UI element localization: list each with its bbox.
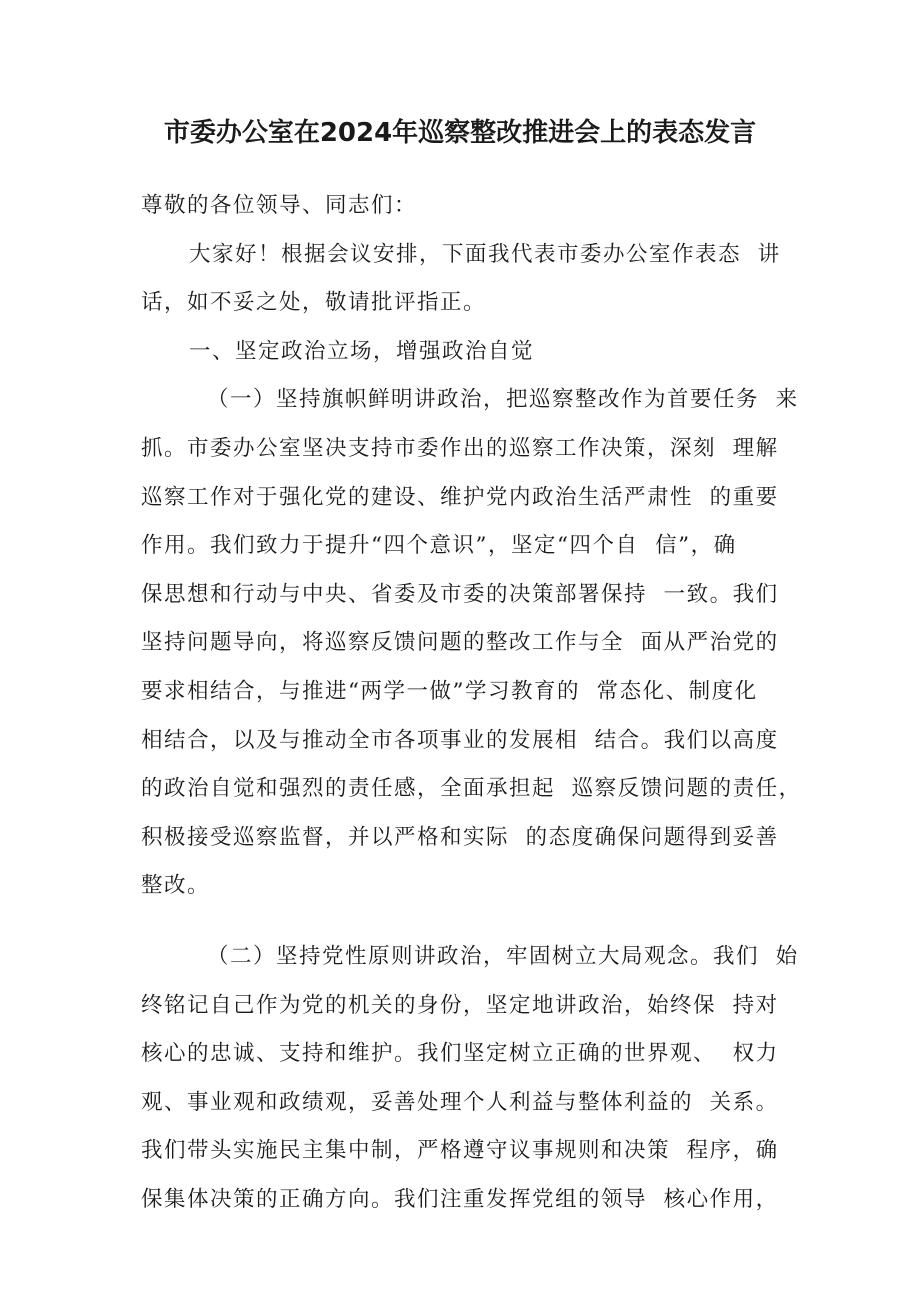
section-heading: 一、坚定政治立场，增强政治自觉 <box>189 338 535 364</box>
text-line: 坚持问题导向，将巡察反馈问题的整改工作与全 面从严治党的 <box>141 630 779 656</box>
text-line: 保集体决策的正确方向。我们注重发挥党组的领导 核心作用， <box>141 1186 779 1212</box>
paragraph-2 <box>141 933 799 1225</box>
text-line: 要求相结合，与推进“两学一做”学习教育的 常态化、制度化 <box>141 678 758 704</box>
text-line: （二）坚持党性原则讲政治，牢固树立大局观念。我们 始 <box>207 943 799 969</box>
text-line: 巡察工作对于强化党的建设、维护党内政治生活严肃性 的重要 <box>141 484 779 510</box>
text-line: 大家好！根据会议安排，下面我代表市委办公室作表态 讲 <box>189 241 781 267</box>
text-line: 整改。 <box>141 873 211 899</box>
intro-paragraph <box>141 231 791 328</box>
text-line: 抓。市委办公室坚决支持市委作出的巡察工作决策，深刻 理解 <box>141 435 779 461</box>
text-line: 的政治自觉和强烈的责任感，全面承担起 巡察反馈问题的责任， <box>141 776 802 802</box>
text-line: （一）坚持旗帜鲜明讲政治，把巡察整改作为首要任务 来 <box>207 387 799 413</box>
text-line: 积极接受巡察监督，并以严格和实际 的态度确保问题得到妥善 <box>141 824 779 850</box>
text-line: 作用。我们致力于提升“四个意识”，坚定“四个自 信”，确 <box>141 533 737 559</box>
text-line: 核心的忠诚、支持和维护。我们坚定树立正确的世界观、 权力 <box>141 1041 779 1067</box>
salutation: 尊敬的各位领导、同志们： <box>141 193 418 218</box>
text-line: 我们带头实施民主集中制，严格遵守议事规则和决策 程序，确 <box>141 1138 779 1164</box>
document-title: 市委办公室在2024年巡察整改推进会上的表态发言 <box>163 118 757 148</box>
text-line: 观、事业观和政绩观，妥善处理个人利益与整体利益的 关系。 <box>141 1089 779 1115</box>
document-body <box>141 182 802 1224</box>
text-line: 相结合，以及与推动全市各项事业的发展相 结合。我们以高度 <box>141 727 779 753</box>
text-line: 保思想和行动与中央、省委及市委的决策部署保持 一致。我们 <box>141 581 779 607</box>
paragraph-1 <box>141 376 802 911</box>
text-line: 终铭记自己作为党的机关的身份，坚定地讲政治，始终保 持对 <box>141 992 779 1018</box>
text-line: 话，如不妥之处，敬请批评指正。 <box>141 290 487 316</box>
paragraph-gap <box>141 911 791 933</box>
